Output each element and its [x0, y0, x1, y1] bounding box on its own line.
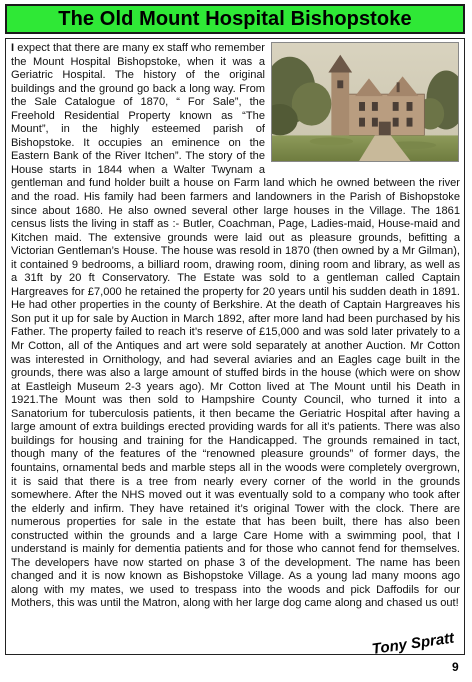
house-photo [271, 42, 459, 162]
author-signature: Tony Spratt [370, 629, 456, 658]
article-box [5, 38, 465, 655]
page-title: The Old Mount Hospital Bishopstoke [58, 7, 412, 30]
article-text: expect that there are many ex staff who remember the Mount Hospital Bishopstoke, when it was a Geriatric Hospital. The history of the original buildings and the ground go back a long way. From the Sale Catalogue of 1870, “ For Sale”, the Freehold Residential Property known as “The Mount”, in the highly esteemed parish of Bishopstoke. It occupies an eminence on the Eastern Bank of the River Itchen”. The story of the House starts in 1844 when a Walter Twynam a gentleman and fund holder built a house on Farm land which he owned between the river and the road. His family had been farmers and landowners in the Parish of Bishopstoke since about 1680. He also owned several other large houses in the Village. The 1861 census lists the living in staff as :- Butler, Coachman, Page, Ladies-maid, House-maid and Kitchen maid. The extensive grounds were laid out as pleasure grounds, befitting a Victorian Gentleman’s House. The house was resold in 1870 (then owned by a Mr Gilman), it contained 9 bedrooms, a billiard room, drawing room, dining room and library, as well as a 31ft by 20 ft Conservatory. The Estate was sold to a gentleman called Captain Hargreaves for £7,000 he retained the property for 20 years until his sudden death in 1891. He had other properties in the county of Berkshire. At the death of Captain Hargreaves his Son put it up for sale by Auction in March 1892, after more land had been purchased by his Father. The property failed to reach it’s reserve of £15,000 and was sold later privately to a Mr Cotton, all of the Antiques and art were sold separately at another Auction. Mr Cotton was interested in Ornithology, and had several aviaries and an Eagles cage built in the grounds, there was also a large amount of stuffed birds in the house (which were on show at Eastleigh Museum 2-3 years ago). Mr Cotton lived at The Mount until his Death in 1921.The Mount was then sold to Hampshire County Council, who turned it into a Sanatorium for tuberculosis patients, it then became the Geriatric Hospital after having a large amount of extra buildings erected providing wards for all it’s patients. There was also buildings for housing and training for the Handicapped. The grounds remained in tact, though many of the features of the “renowned pleasure grounds” of former days, the fountains, ornamental beds and marble steps all in the woods were completely overgrown, it is said that there is a tree from nearly every corner of the world in the grounds somewhere. After the NHS moved out it was eventually sold to a company who took after the elderly and infirm. They have retained it’s original Tower with the clock. There are numerous properties for sale in the estate that has been built, there has also been constructed within the grounds and a large Care Home with a swimming pool, that I understand is mainly for dementia patients and for those who cannot fend for themselves. The developers have now started on phase 3 of the development. The name has been changed and it is now known as Bishopstoke Village. As a young lad many moons ago along with my mates, we used to trespass into the woods and pick Daffodils for our Mothers, this was until the Matron, along with her large dog came along and chased us out! [11, 42, 460, 610]
title-bar [5, 4, 465, 34]
house-photo-illustration [272, 43, 458, 161]
page-number: 9 [452, 660, 459, 674]
drop-letter: I [11, 42, 15, 54]
